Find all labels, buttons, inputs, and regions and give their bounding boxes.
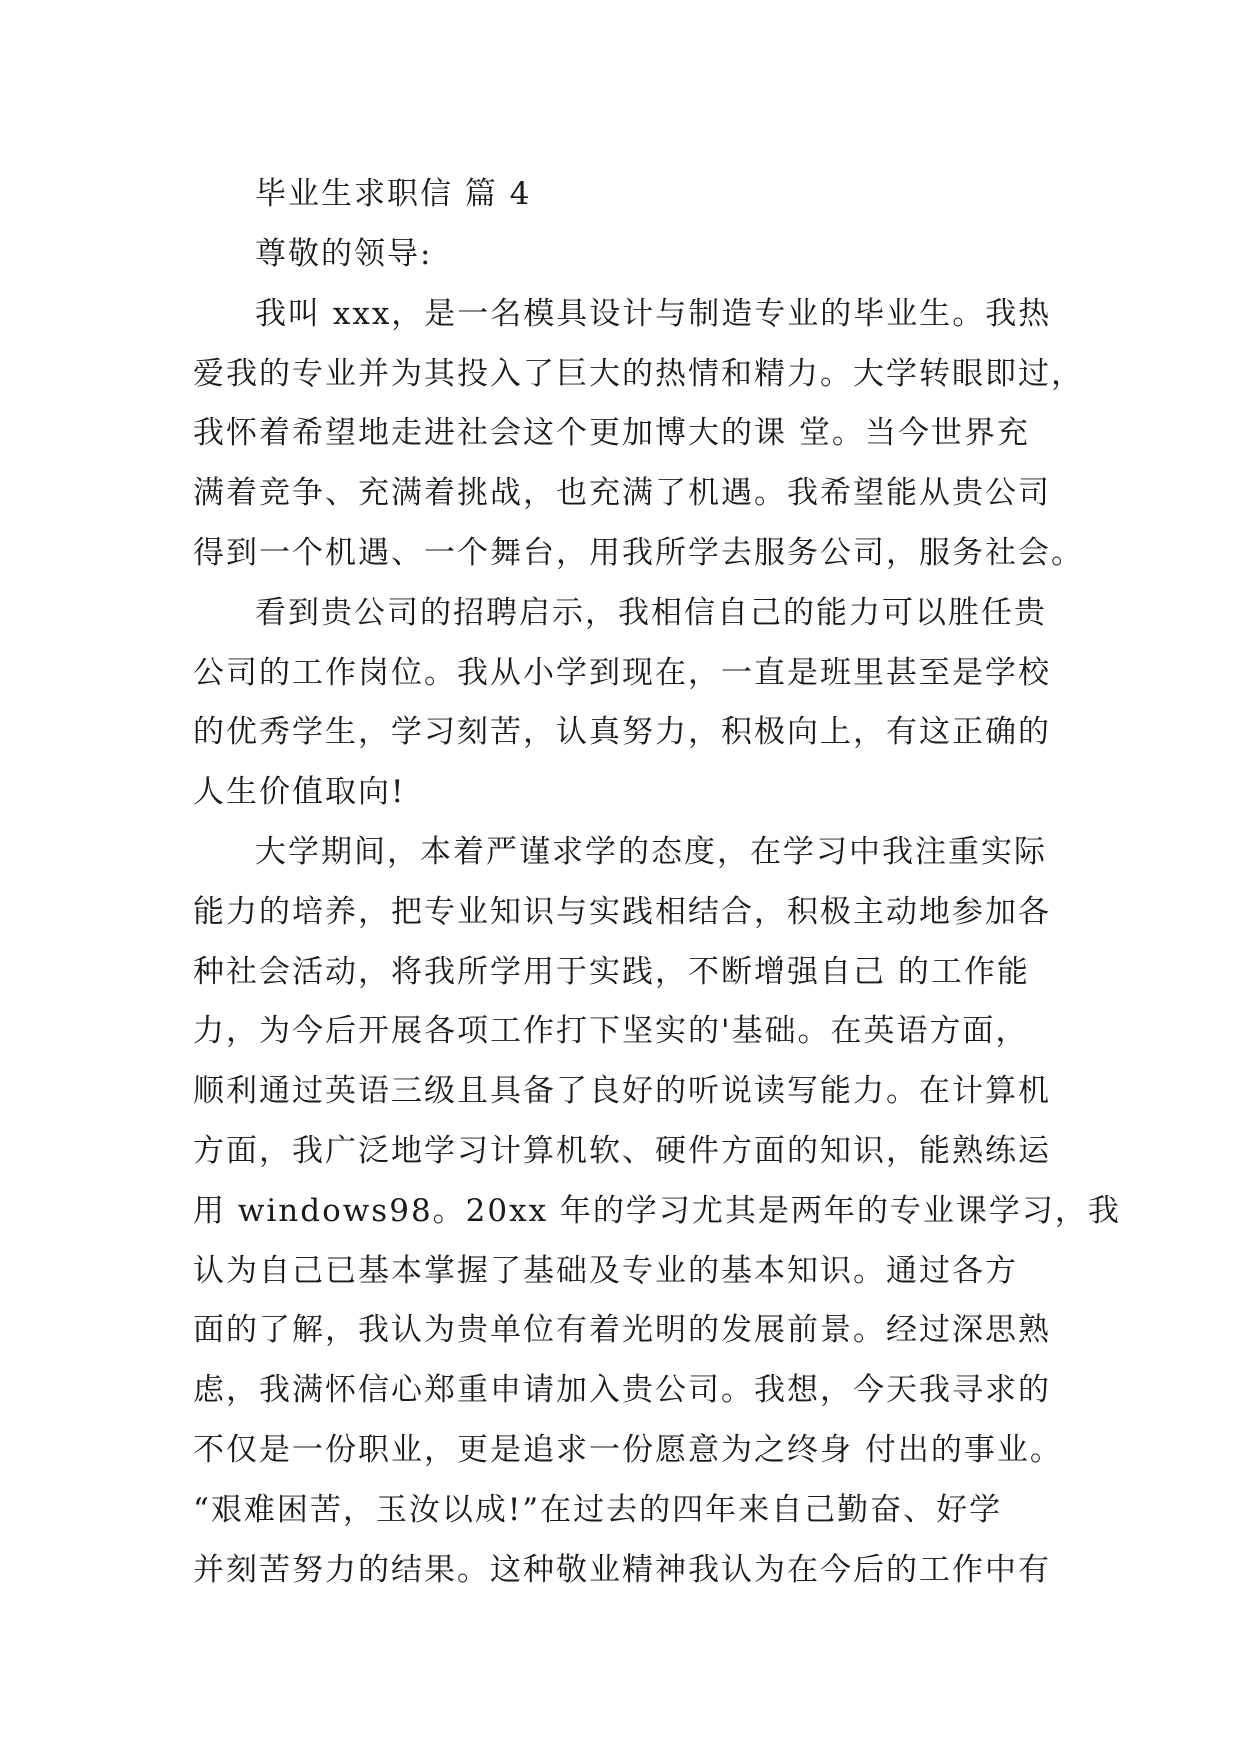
paragraph-line: 我怀着希望地走进社会这个更加博大的课 堂。当今世界充 (193, 415, 1030, 452)
paragraph-line: 看到贵公司的招聘启示，我相信自己的能力可以胜任贵 (255, 594, 1047, 631)
paragraph-line: 虑，我满怀信心郑重申请加入贵公司。我想，今天我寻求的 (193, 1372, 1051, 1409)
paragraph-line: 并刻苦努力的结果。这种敬业精神我认为在今后的工作中有 (193, 1551, 1051, 1588)
salutation: 尊敬的领导: (255, 236, 433, 272)
paragraph-line: 我叫 xxx，是一名模具设计与制造专业的毕业生。我热 (255, 295, 1052, 332)
paragraph-line: 种社会活动，将我所学用于实践，不断增强自己 的工作能 (193, 953, 1030, 990)
paragraph-line: 不仅是一份职业，更是追求一份愿意为之终身 付出的事业。 (193, 1431, 1063, 1468)
paragraph-line: 人生价值取向! (193, 774, 406, 811)
paragraph-line: 满着竞争、充满着挑战，也充满了机遇。我希望能从贵公司 (193, 475, 1051, 512)
paragraph-line: 顺利通过英语三级且具备了良好的听说读写能力。在计算机 (193, 1073, 1051, 1110)
paragraph-line: 面的了解，我认为贵单位有着光明的发展前景。经过深思熟 (193, 1312, 1051, 1349)
document-body (193, 163, 1121, 1600)
paragraph-line: 用 windows98。20xx 年的学习尤其是两年的专业课学习，我 (193, 1192, 1121, 1229)
paragraph-line: 公司的工作岗位。我从小学到现在，一直是班里甚至是学校 (193, 654, 1051, 691)
paragraph-line: 力，为今后开展各项工作打下坚实的'基础。在英语方面， (193, 1013, 1029, 1050)
paragraph-line: 的优秀学生，学习刻苦，认真努力，积极向上，有这正确的 (193, 714, 1051, 751)
paragraph-line: 能力的培养，把专业知识与实践相结合，积极主动地参加各 (193, 893, 1051, 930)
paragraph-line: “艰难困苦，玉汝以成!”在过去的四年来自己勤奋、好学 (193, 1491, 1003, 1528)
paragraph-line: 爱我的专业并为其投入了巨大的热情和精力。大学转眼即过， (193, 355, 1084, 392)
paragraph-line: 得到一个机遇、一个舞台，用我所学去服务公司，服务社会。 (193, 534, 1084, 571)
paragraph-line: 认为自己已基本掌握了基础及专业的基本知识。通过各方 (193, 1252, 1018, 1289)
paragraph-line: 大学期间，本着严谨求学的态度，在学习中我注重实际 (255, 833, 1047, 870)
document-heading: 毕业生求职信 篇 4 (255, 176, 532, 212)
paragraph-line: 方面，我广泛地学习计算机软、硬件方面的知识，能熟练运 (193, 1132, 1051, 1169)
